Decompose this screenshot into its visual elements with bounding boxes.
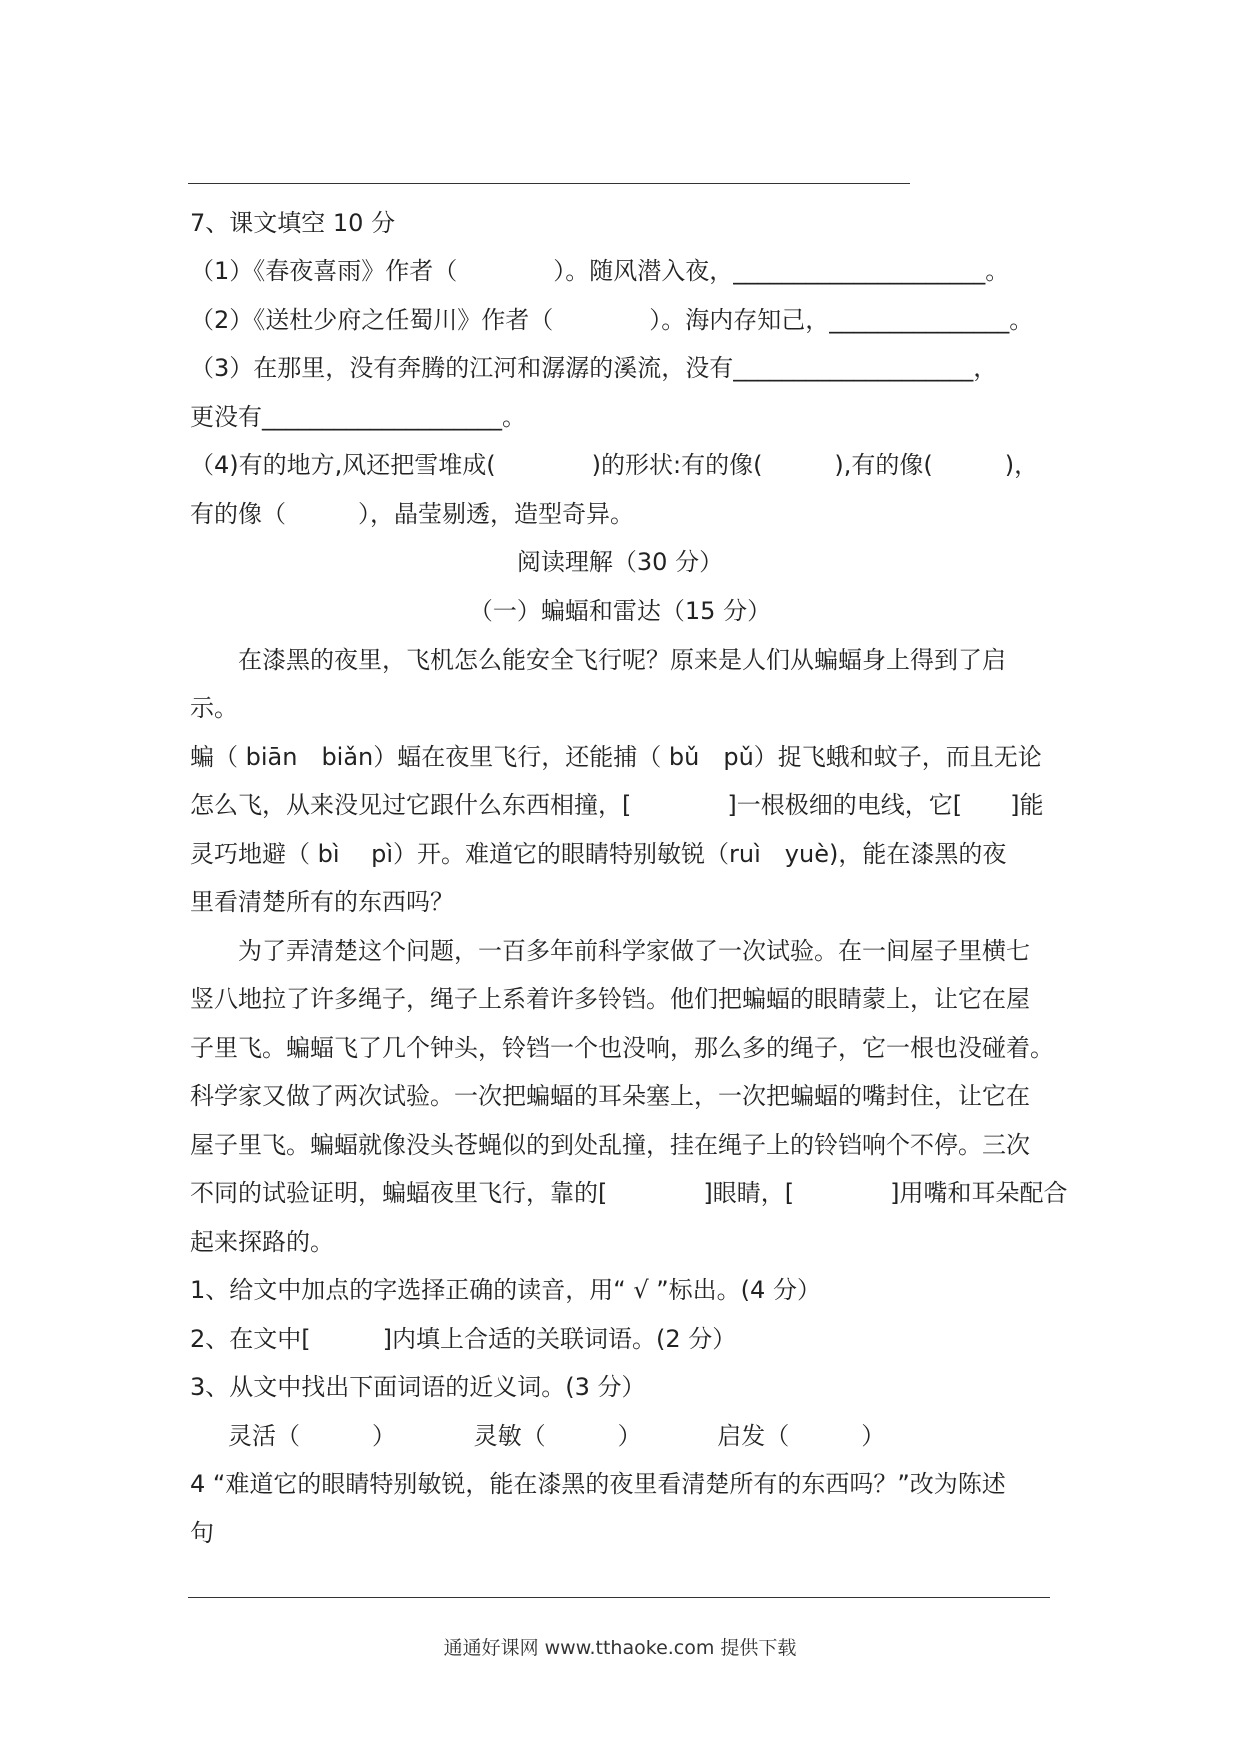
bottom-answer-line	[188, 1597, 1050, 1598]
footer-credit: 通通好课网 www.tthaoke.com 提供下载	[443, 1637, 797, 1659]
question-7-item-1: （1）《春夜喜雨》作者（ ）。随风潜入夜，_____________________。	[190, 257, 1010, 285]
question-4-continued: 句	[190, 1519, 214, 1547]
passage-line: 在漆黑的夜里，飞机怎么能安全飞行呢？原来是人们从蝙蝠身上得到了启	[190, 646, 1006, 674]
passage-line: 子里飞。蝙蝠飞了几个钟头，铃铛一个也没响，那么多的绳子，它一根也没碰着。	[190, 1034, 1054, 1062]
synonym-blank-3[interactable]: 启发（ ）	[717, 1422, 886, 1450]
passage-line: 屋子里飞。蝙蝠就像没头苍蝇似的到处乱撞，挂在绳子上的铃铛响个不停。三次	[190, 1131, 1030, 1159]
synonym-blank-2[interactable]: 灵敏（ ）	[473, 1422, 642, 1450]
question-7-item-4: （4)有的地方,风还把雪堆成( )的形状:有的像( ),有的像( )，	[190, 451, 1039, 479]
question-7-item-4-continued: 有的像（ ），晶莹剔透，造型奇异。	[190, 500, 634, 528]
question-4: 4 “难道它的眼睛特别敏锐，能在漆黑的夜里看清楚所有的东西吗？”改为陈述	[190, 1470, 1006, 1498]
question-7-item-2: （2）《送杜少府之任蜀川》作者（ ）。海内存知己，_______________。	[190, 306, 1034, 334]
passage-line: 里看清楚所有的东西吗？	[190, 888, 454, 916]
question-2: 2、在文中[ ]内填上合适的关联词语。(2 分）	[190, 1325, 737, 1353]
question-7-title: 7、课文填空 10 分	[190, 209, 396, 237]
top-answer-line	[188, 183, 910, 184]
reading-passage-title: （一）蝙蝠和雷达（15 分）	[468, 597, 772, 625]
passage-line: 科学家又做了两次试验。一次把蝙蝠的耳朵塞上，一次把蝙蝠的嘴封住，让它在	[190, 1082, 1030, 1110]
passage-line: 不同的试验证明，蝙蝠夜里飞行，靠的[ ]眼睛，[ ]用嘴和耳朵配合	[190, 1179, 1068, 1207]
synonym-row	[228, 1419, 885, 1453]
synonym-blank-1[interactable]: 灵活（ ）	[228, 1422, 396, 1450]
passage-line: 示。	[190, 694, 238, 722]
passage-line: 为了弄清楚这个问题，一百多年前科学家做了一次试验。在一间屋子里横七	[190, 937, 1030, 965]
question-7-item-3-continued: 更没有____________________。	[190, 403, 526, 431]
question-3: 3、从文中找出下面词语的近义词。(3 分）	[190, 1373, 646, 1401]
reading-section-title: 阅读理解（30 分）	[516, 548, 724, 576]
passage-line: 竖八地拉了许多绳子，绳子上系着许多铃铛。他们把蝙蝠的眼睛蒙上，让它在屋	[190, 985, 1030, 1013]
question-7-item-3: （3）在那里，没有奔腾的江河和潺潺的溪流，没有____________________，	[190, 354, 998, 382]
passage-line: 怎么飞，从来没见过它跟什么东西相撞，[ ]一根极细的电线，它[ ]能	[190, 791, 1044, 819]
passage-line: 灵巧地避（ bì pì）开。难道它的眼睛特别敏锐（ruì yuè)，能在漆黑的夜	[190, 840, 1007, 868]
question-1: 1、给文中加点的字选择正确的读音，用“ √ ”标出。(4 分）	[190, 1276, 821, 1304]
passage-line: 起来探路的。	[190, 1228, 334, 1256]
passage-line: 蝙（ biān biǎn）蝠在夜里飞行，还能捕（ bǔ pǔ）捉飞蛾和蚊子，而且无论	[190, 743, 1042, 771]
